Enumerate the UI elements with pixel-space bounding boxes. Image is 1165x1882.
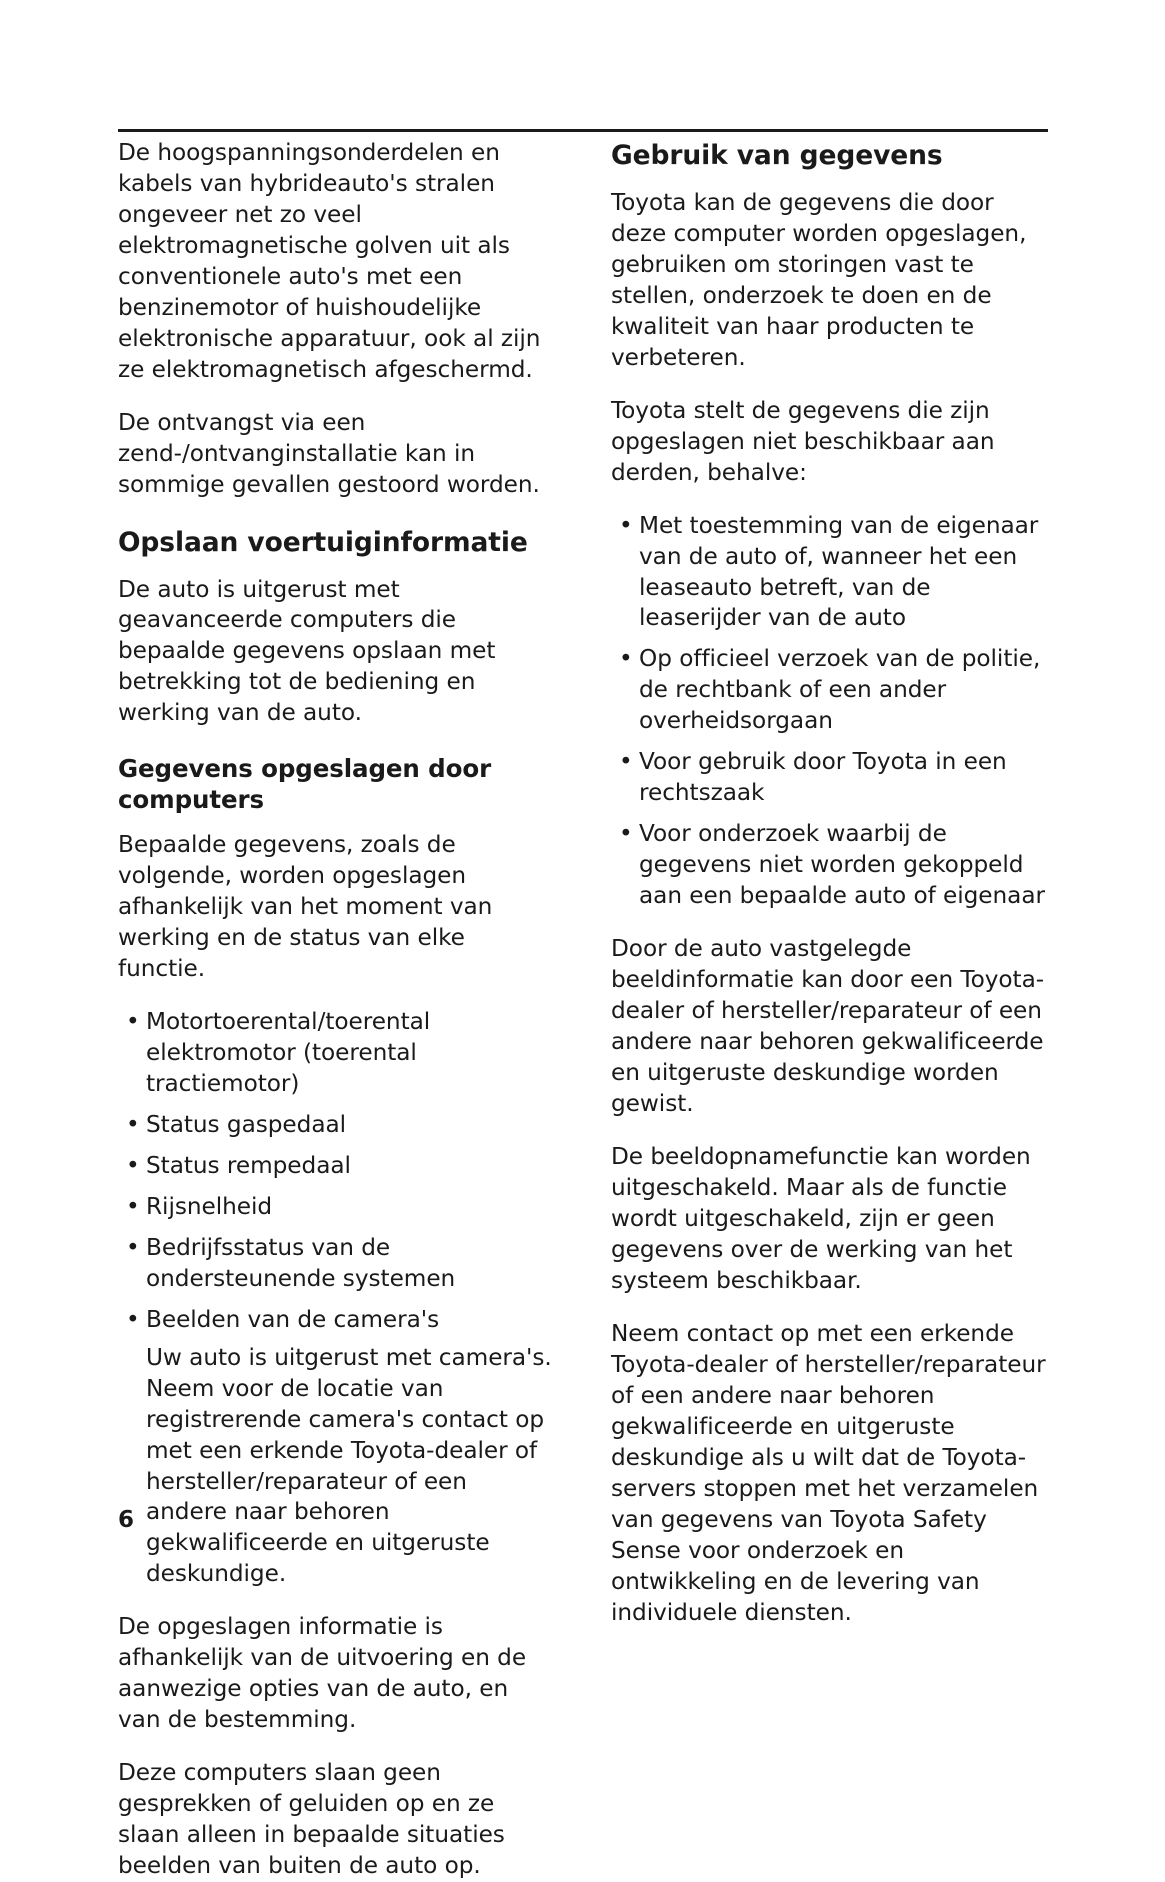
two-column-body xyxy=(118,138,1048,1882)
page-number: 6 xyxy=(118,1507,135,1533)
list-item xyxy=(611,511,1048,635)
right-column xyxy=(611,138,1048,1629)
list-item-label: Bedrijfsstatus van de ondersteunende systemen xyxy=(146,1233,456,1292)
list-item-label: Status rempedaal xyxy=(146,1151,351,1179)
exception-bullet-list xyxy=(611,511,1048,913)
list-item xyxy=(118,1007,555,1100)
list-item-label: Beelden van de camera's xyxy=(146,1305,440,1333)
camera-note-text: Uw auto is uitgerust met camera's. Neem voor de locatie van registrerende camera's contact op met een erkende Toyota-dealer of hersteller/reparateur of een andere naar behoren gekwalificeerde en uitgeruste deskundige. xyxy=(146,1343,552,1588)
bullet-dot-icon: • xyxy=(126,1151,140,1179)
list-item-label: Voor onderzoek waarbij de gegevens niet worden gekoppeld aan een bepaalde auto of eigenaar xyxy=(639,820,1045,910)
list-item-label: Voor gebruik door Toyota in een rechtszaak xyxy=(639,748,1007,807)
bullet-dot-icon: • xyxy=(126,1007,140,1035)
header-rule-divider xyxy=(118,129,1048,132)
paragraph-hoogspanning: De hoogspanningsonderdelen en kabels van hybrideauto's stralen ongeveer net zo veel elektromagnetische golven uit als conventionele auto's met een benzinemotor of huishoudelijke elektronische apparatuur, ook al zijn ze elektromagnetisch afgeschermd. xyxy=(118,139,541,383)
bullet-dot-icon: • xyxy=(619,645,633,673)
list-item-label: Rijsnelheid xyxy=(146,1192,273,1220)
bullet-dot-icon: • xyxy=(619,511,633,539)
bullet-dot-icon: • xyxy=(619,748,633,776)
bullet-dot-icon: • xyxy=(126,1305,140,1333)
list-item-label: Motortoerental/toerental elektromotor (toerental tractiemotor) xyxy=(146,1007,431,1097)
list-item xyxy=(611,644,1048,737)
list-item-camera xyxy=(118,1305,555,1591)
paragraph-geavanceerde-computers: De auto is uitgerust met geavanceerde computers die bepaalde gegevens opslaan met betrekking tot de bediening en werking van de auto. xyxy=(118,575,496,727)
stored-data-bullet-list xyxy=(118,1007,555,1590)
bullet-dot-icon: • xyxy=(126,1233,140,1261)
list-item xyxy=(118,1233,555,1295)
heading-gebruik-van-gegevens: Gebruik van gegevens xyxy=(611,140,943,171)
paragraph-beeldinformatie-wissen: Door de auto vastgelegde beeldinformatie kan door een Toyota-dealer of hersteller/reparateur of een andere naar behoren gekwalificeerde en uitgeruste deskundige worden gewist. xyxy=(611,935,1045,1118)
list-item xyxy=(118,1110,555,1141)
list-item xyxy=(611,747,1048,809)
list-item xyxy=(118,1192,555,1223)
list-item-label: Op officieel verzoek van de politie, de rechtbank of een ander overheidsorgaan xyxy=(639,645,1041,735)
paragraph-opgeslagen-informatie: De opgeslagen informatie is afhankelijk van de uitvoering en de aanwezige opties van de auto, en van de bestemming. xyxy=(118,1613,527,1734)
paragraph-geen-gesprekken: Deze computers slaan geen gesprekken of geluiden op en ze slaan alleen in bepaalde situaties beelden van buiten de auto op. xyxy=(118,1759,505,1880)
bullet-dot-icon: • xyxy=(126,1192,140,1220)
bullet-dot-icon: • xyxy=(619,820,633,848)
paragraph-bepaalde-gegevens: Bepaalde gegevens, zoals de volgende, worden opgeslagen afhankelijk van het moment van werking en de status van elke functie. xyxy=(118,831,493,982)
left-column xyxy=(118,138,555,1882)
list-item xyxy=(118,1151,555,1182)
paragraph-toyota-kan-gegevens: Toyota kan de gegevens die door deze computer worden opgeslagen, gebruiken om storingen vast te stellen, onderzoek te doen en de kwaliteit van haar producten te verbeteren. xyxy=(611,188,1027,371)
paragraph-neem-contact-op: Neem contact op met een erkende Toyota-dealer of hersteller/reparateur of een andere naar behoren gekwalificeerde en uitgeruste deskundige als u wilt dat de Toyota-servers stoppen met het verzamelen van gegevens van Toyota Safety Sense voor onderzoek en ontwikkeling en de levering van individuele diensten. xyxy=(611,1319,1046,1626)
bullet-dot-icon: • xyxy=(126,1110,140,1138)
heading-opslaan-voertuiginformatie: Opslaan voertuiginformatie xyxy=(118,526,528,558)
paragraph-niet-beschikbaar-derden: Toyota stelt de gegevens die zijn opgeslagen niet beschikbaar aan derden, behalve: xyxy=(611,396,995,486)
paragraph-ontvangst: De ontvangst via een zend-/ontvanginstallatie kan in sommige gevallen gestoord worden. xyxy=(118,408,540,498)
list-item-label: Met toestemming van de eigenaar van de auto of, wanneer het een leaseauto betreft, van de leaserijder van de auto xyxy=(639,511,1039,632)
list-item xyxy=(611,819,1048,912)
paragraph-beeldopnamefunctie: De beeldopnamefunctie kan worden uitgeschakeld. Maar als de functie wordt uitgeschakeld, zijn er geen gegevens over de werking van het systeem beschikbaar. xyxy=(611,1143,1031,1294)
heading-gegevens-opgeslagen-door-computers: Gegevens opgeslagen door computers xyxy=(118,754,492,815)
list-item-label: Status gaspedaal xyxy=(146,1110,347,1138)
